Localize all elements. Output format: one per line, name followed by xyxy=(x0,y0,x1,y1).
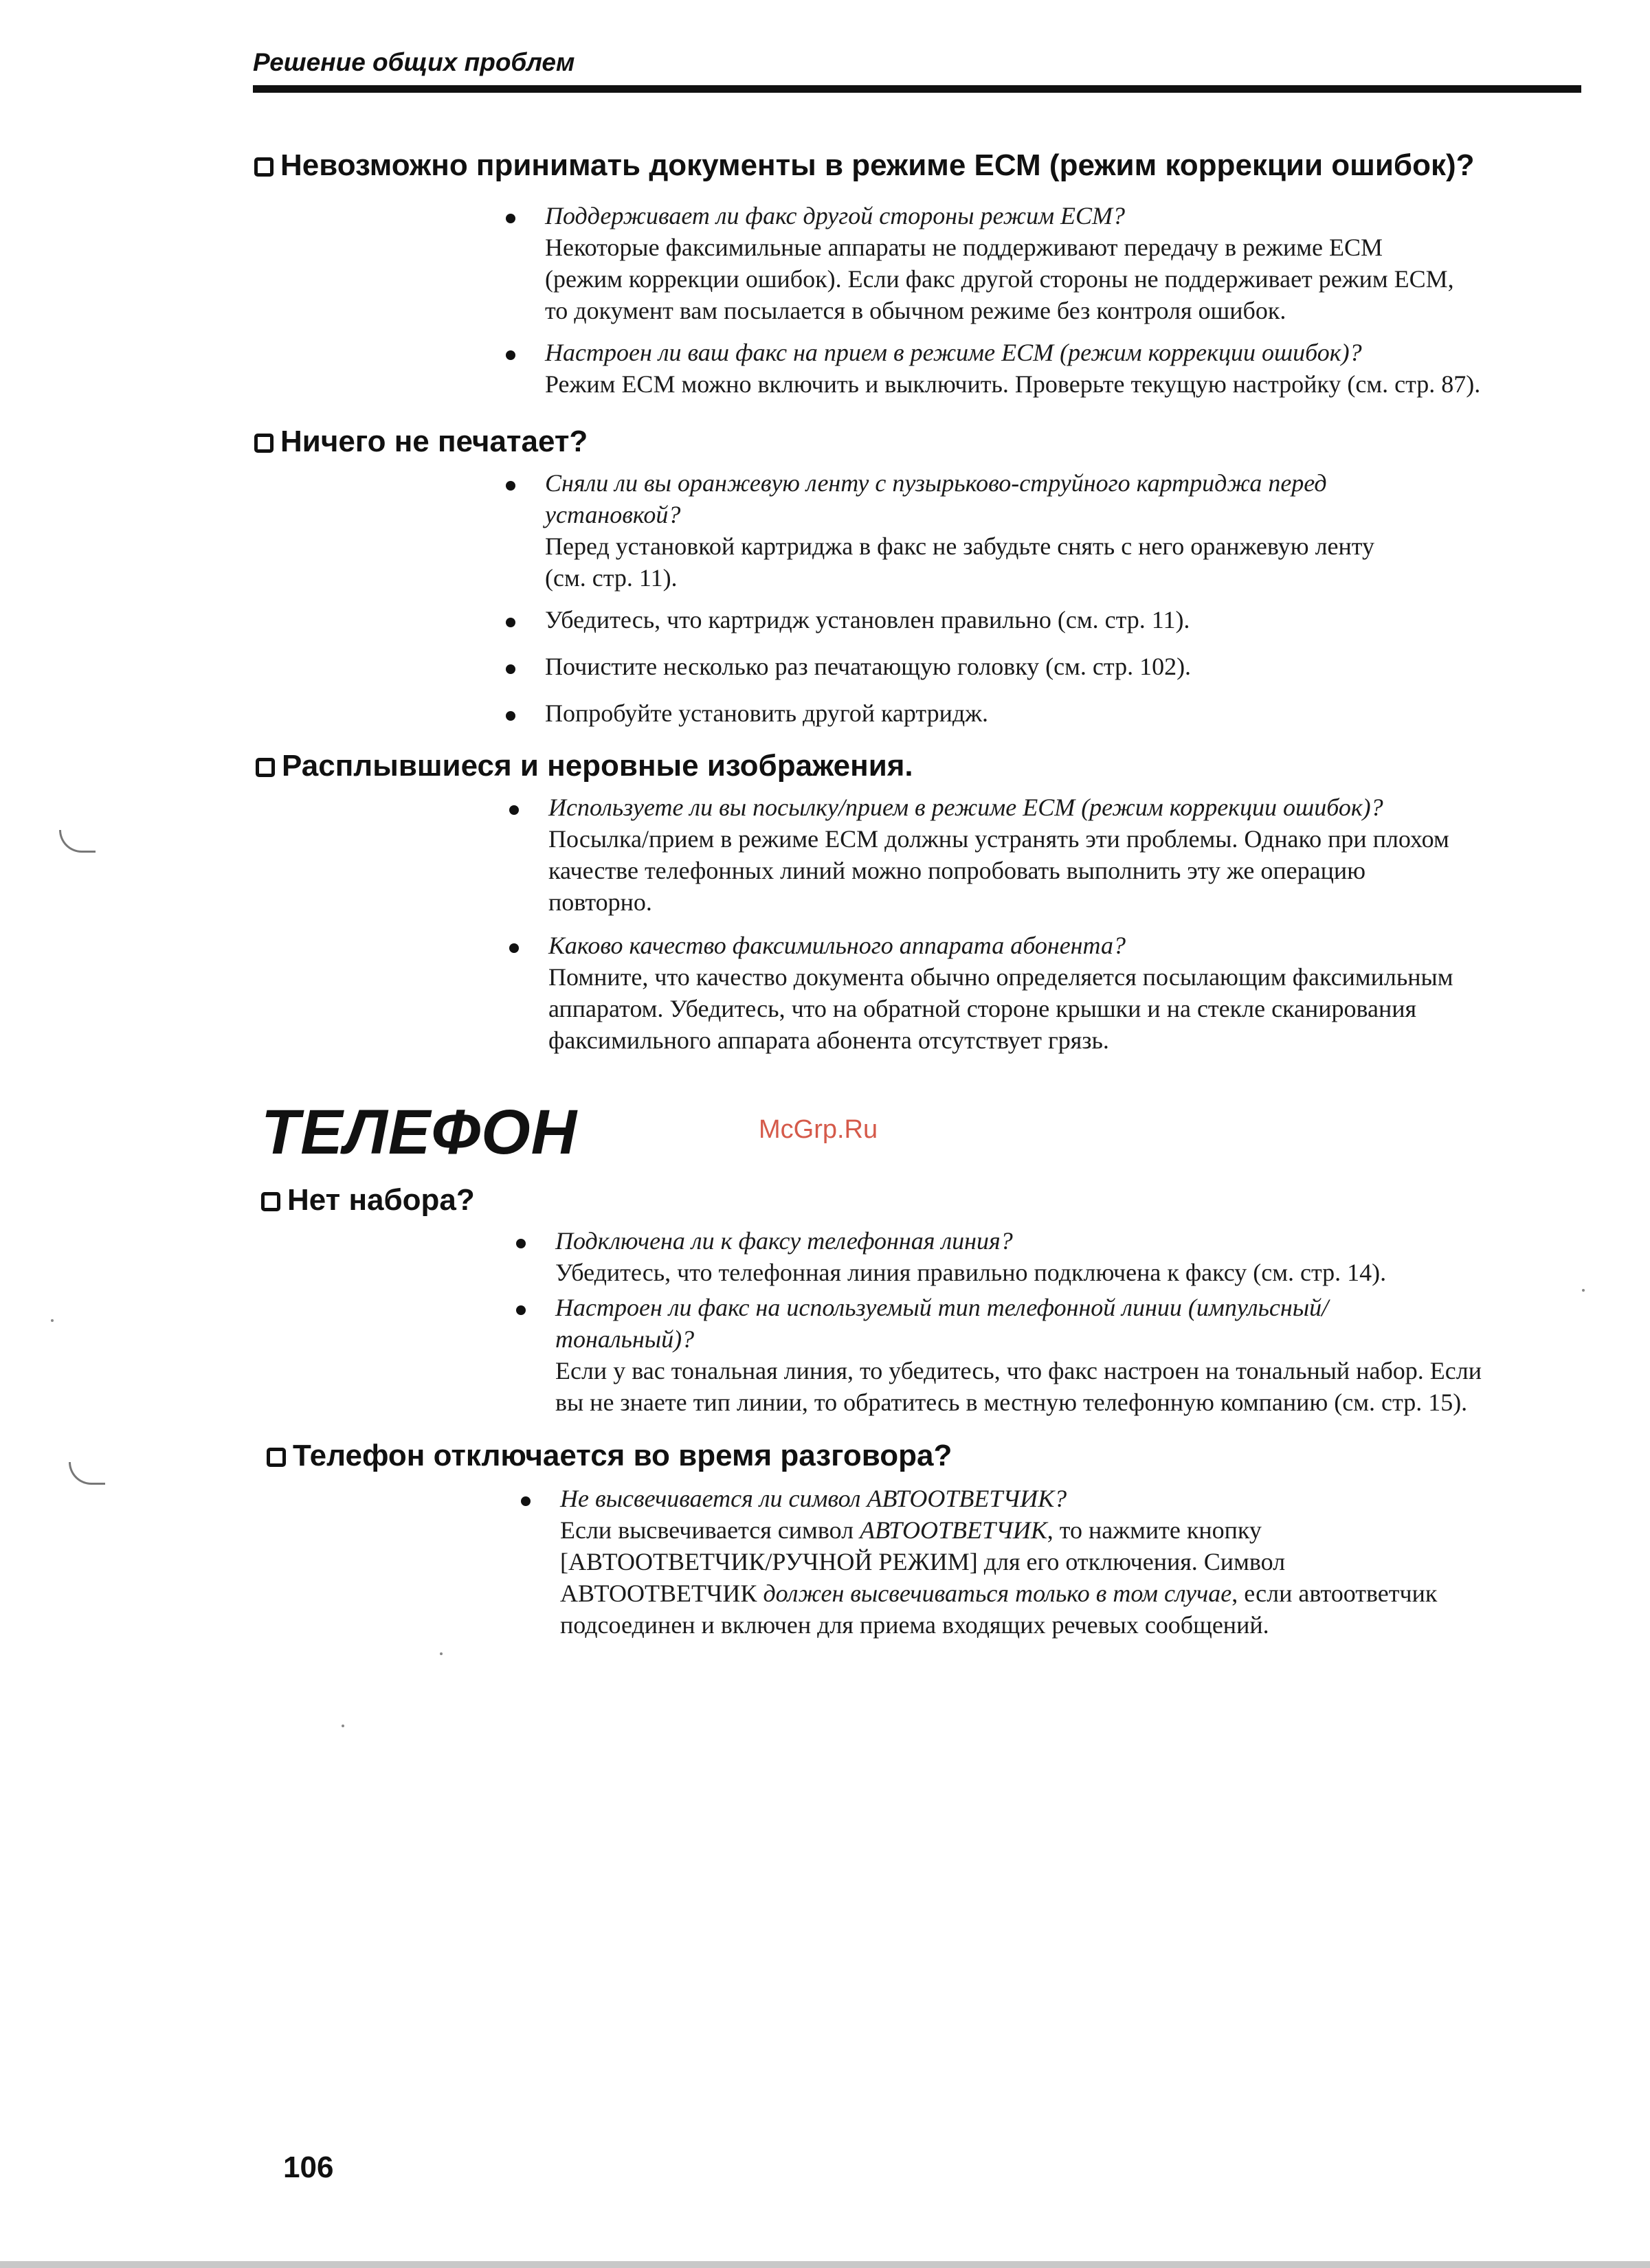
item-question: Настроен ли факс на используемый тип телефонной линии (импульсный/ xyxy=(555,1294,1329,1321)
answer-line: Посылка/прием в режиме ЕСМ должны устранять эти проблемы. Однако при плохом xyxy=(548,825,1449,853)
bullet-icon xyxy=(506,618,515,627)
answer-line: Помните, что качество документа обычно определяется посылающим факсимильным xyxy=(548,963,1453,991)
bullet-icon xyxy=(509,943,519,953)
bullet-icon xyxy=(509,805,519,815)
list-item xyxy=(548,791,1620,918)
item-question: установкой? xyxy=(545,501,681,528)
answer-line: Некоторые факсимильные аппараты не поддерживают передачу в режиме ЕСМ xyxy=(545,234,1383,261)
scan-speck xyxy=(342,1725,344,1727)
bullet-icon xyxy=(516,1239,526,1248)
scan-bottom-edge xyxy=(0,2261,1650,2268)
section-title-ecm: Невозможно принимать документы в режиме ЕСМ (режим коррекции ошибок)? xyxy=(254,148,1475,183)
list-item xyxy=(545,200,1617,326)
list-item xyxy=(560,1483,1632,1641)
item-question: Поддерживает ли факс другой стороны режим ЕСМ? xyxy=(545,202,1126,229)
scan-speck xyxy=(51,1319,54,1322)
scan-artifact xyxy=(59,830,96,853)
answer-line: вы не знаете тип линии, то обратитесь в местную телефонную компанию (см. стр. 15). xyxy=(555,1389,1468,1416)
answer-line: Если высвечивается символ АВТООТВЕТЧИК, то нажмите кнопку xyxy=(560,1516,1262,1544)
header-rule xyxy=(253,85,1581,93)
answer-line: Убедитесь, что телефонная линия правильно подключена к факсу (см. стр. 14). xyxy=(555,1259,1387,1286)
answer-line: Режим ЕСМ можно включить и выключить. Проверьте текущую настройку (см. стр. 87). xyxy=(545,370,1481,398)
scan-artifact xyxy=(69,1462,105,1485)
bullet-icon xyxy=(506,481,515,491)
item-question: Не высвечивается ли символ АВТООТВЕТЧИК? xyxy=(560,1485,1067,1512)
bullet-icon xyxy=(506,664,515,674)
section-title-blurry: Расплывшиеся и неровные изображения. xyxy=(256,749,913,783)
answer-line: то документ вам посылается в обычном режиме без контроля ошибок. xyxy=(545,297,1286,324)
item-text: Убедитесь, что картридж установлен правильно (см. стр. 11). xyxy=(545,606,1190,633)
checkbox-icon xyxy=(254,434,274,453)
list-item xyxy=(555,1292,1627,1418)
scan-speck xyxy=(1582,1289,1585,1292)
section-title-no-dial: Нет набора? xyxy=(261,1183,475,1217)
item-text: Попробуйте установить другой картридж. xyxy=(545,699,989,727)
checkbox-icon xyxy=(254,157,274,177)
answer-line: факсимильного аппарата абонента отсутствует грязь. xyxy=(548,1026,1109,1054)
list-item xyxy=(545,337,1617,400)
item-text: Почистите несколько раз печатающую головку (см. стр. 102). xyxy=(545,653,1192,680)
answer-line: (см. стр. 11). xyxy=(545,564,678,592)
list-item xyxy=(548,930,1620,1056)
answer-line: аппаратом. Убедитесь, что на обратной стороне крышки и на стекле сканирования xyxy=(548,995,1417,1022)
item-question: Настроен ли ваш факс на прием в режиме ЕСМ (режим коррекции ошибок)? xyxy=(545,339,1362,366)
section-title-no-print: Ничего не печатает? xyxy=(254,425,588,459)
answer-line: повторно. xyxy=(548,888,652,916)
checkbox-icon xyxy=(267,1448,286,1467)
page-header-title: Решение общих проблем xyxy=(253,48,575,76)
answer-line: АВТООТВЕТЧИК должен высвечиваться только в том случае, если автоответчик xyxy=(560,1580,1438,1607)
checkbox-icon xyxy=(256,758,275,777)
item-question: Каково качество факсимильного аппарата абонента? xyxy=(548,932,1126,959)
answer-line: [АВТООТВЕТЧИК/РУЧНОЙ РЕЖИМ] для его отключения. Символ xyxy=(560,1548,1286,1575)
bullet-icon xyxy=(506,350,515,360)
answer-line: подсоединен и включен для приема входящих речевых сообщений. xyxy=(560,1611,1269,1639)
list-item xyxy=(545,651,1617,682)
item-question: тональный)? xyxy=(555,1325,695,1353)
list-item xyxy=(545,467,1617,594)
list-item xyxy=(545,697,1617,729)
bullet-icon xyxy=(506,711,515,721)
list-item xyxy=(545,604,1617,636)
answer-line: (режим коррекции ошибок). Если факс другой стороны не поддерживает режим ЕСМ, xyxy=(545,265,1454,293)
answer-line: Если у вас тональная линия, то убедитесь, что факс настроен на тональный набор. Если xyxy=(555,1357,1482,1384)
page-number: 106 xyxy=(283,2151,334,2184)
watermark-text: McGrp.Ru xyxy=(759,1115,878,1144)
item-question: Используете ли вы посылку/прием в режиме ЕСМ (режим коррекции ошибок)? xyxy=(548,794,1383,821)
section-title-disconnect: Телефон отключается во время разговора? xyxy=(267,1439,952,1473)
checkbox-icon xyxy=(261,1192,280,1211)
scan-speck xyxy=(440,1652,443,1655)
bullet-icon xyxy=(506,214,515,223)
answer-line: Перед установкой картриджа в факс не забудьте снять с него оранжевую ленту xyxy=(545,532,1375,560)
bullet-icon xyxy=(516,1305,526,1315)
answer-line: качестве телефонных линий можно попробовать выполнить эту же операцию xyxy=(548,857,1366,884)
item-question: Сняли ли вы оранжевую ленту с пузырьково-струйного картриджа перед xyxy=(545,469,1327,497)
list-item xyxy=(555,1225,1627,1288)
bullet-icon xyxy=(521,1496,531,1506)
item-question: Подключена ли к факсу телефонная линия? xyxy=(555,1227,1013,1255)
telephone-chapter-title: ТЕЛЕФОН xyxy=(261,1097,578,1167)
